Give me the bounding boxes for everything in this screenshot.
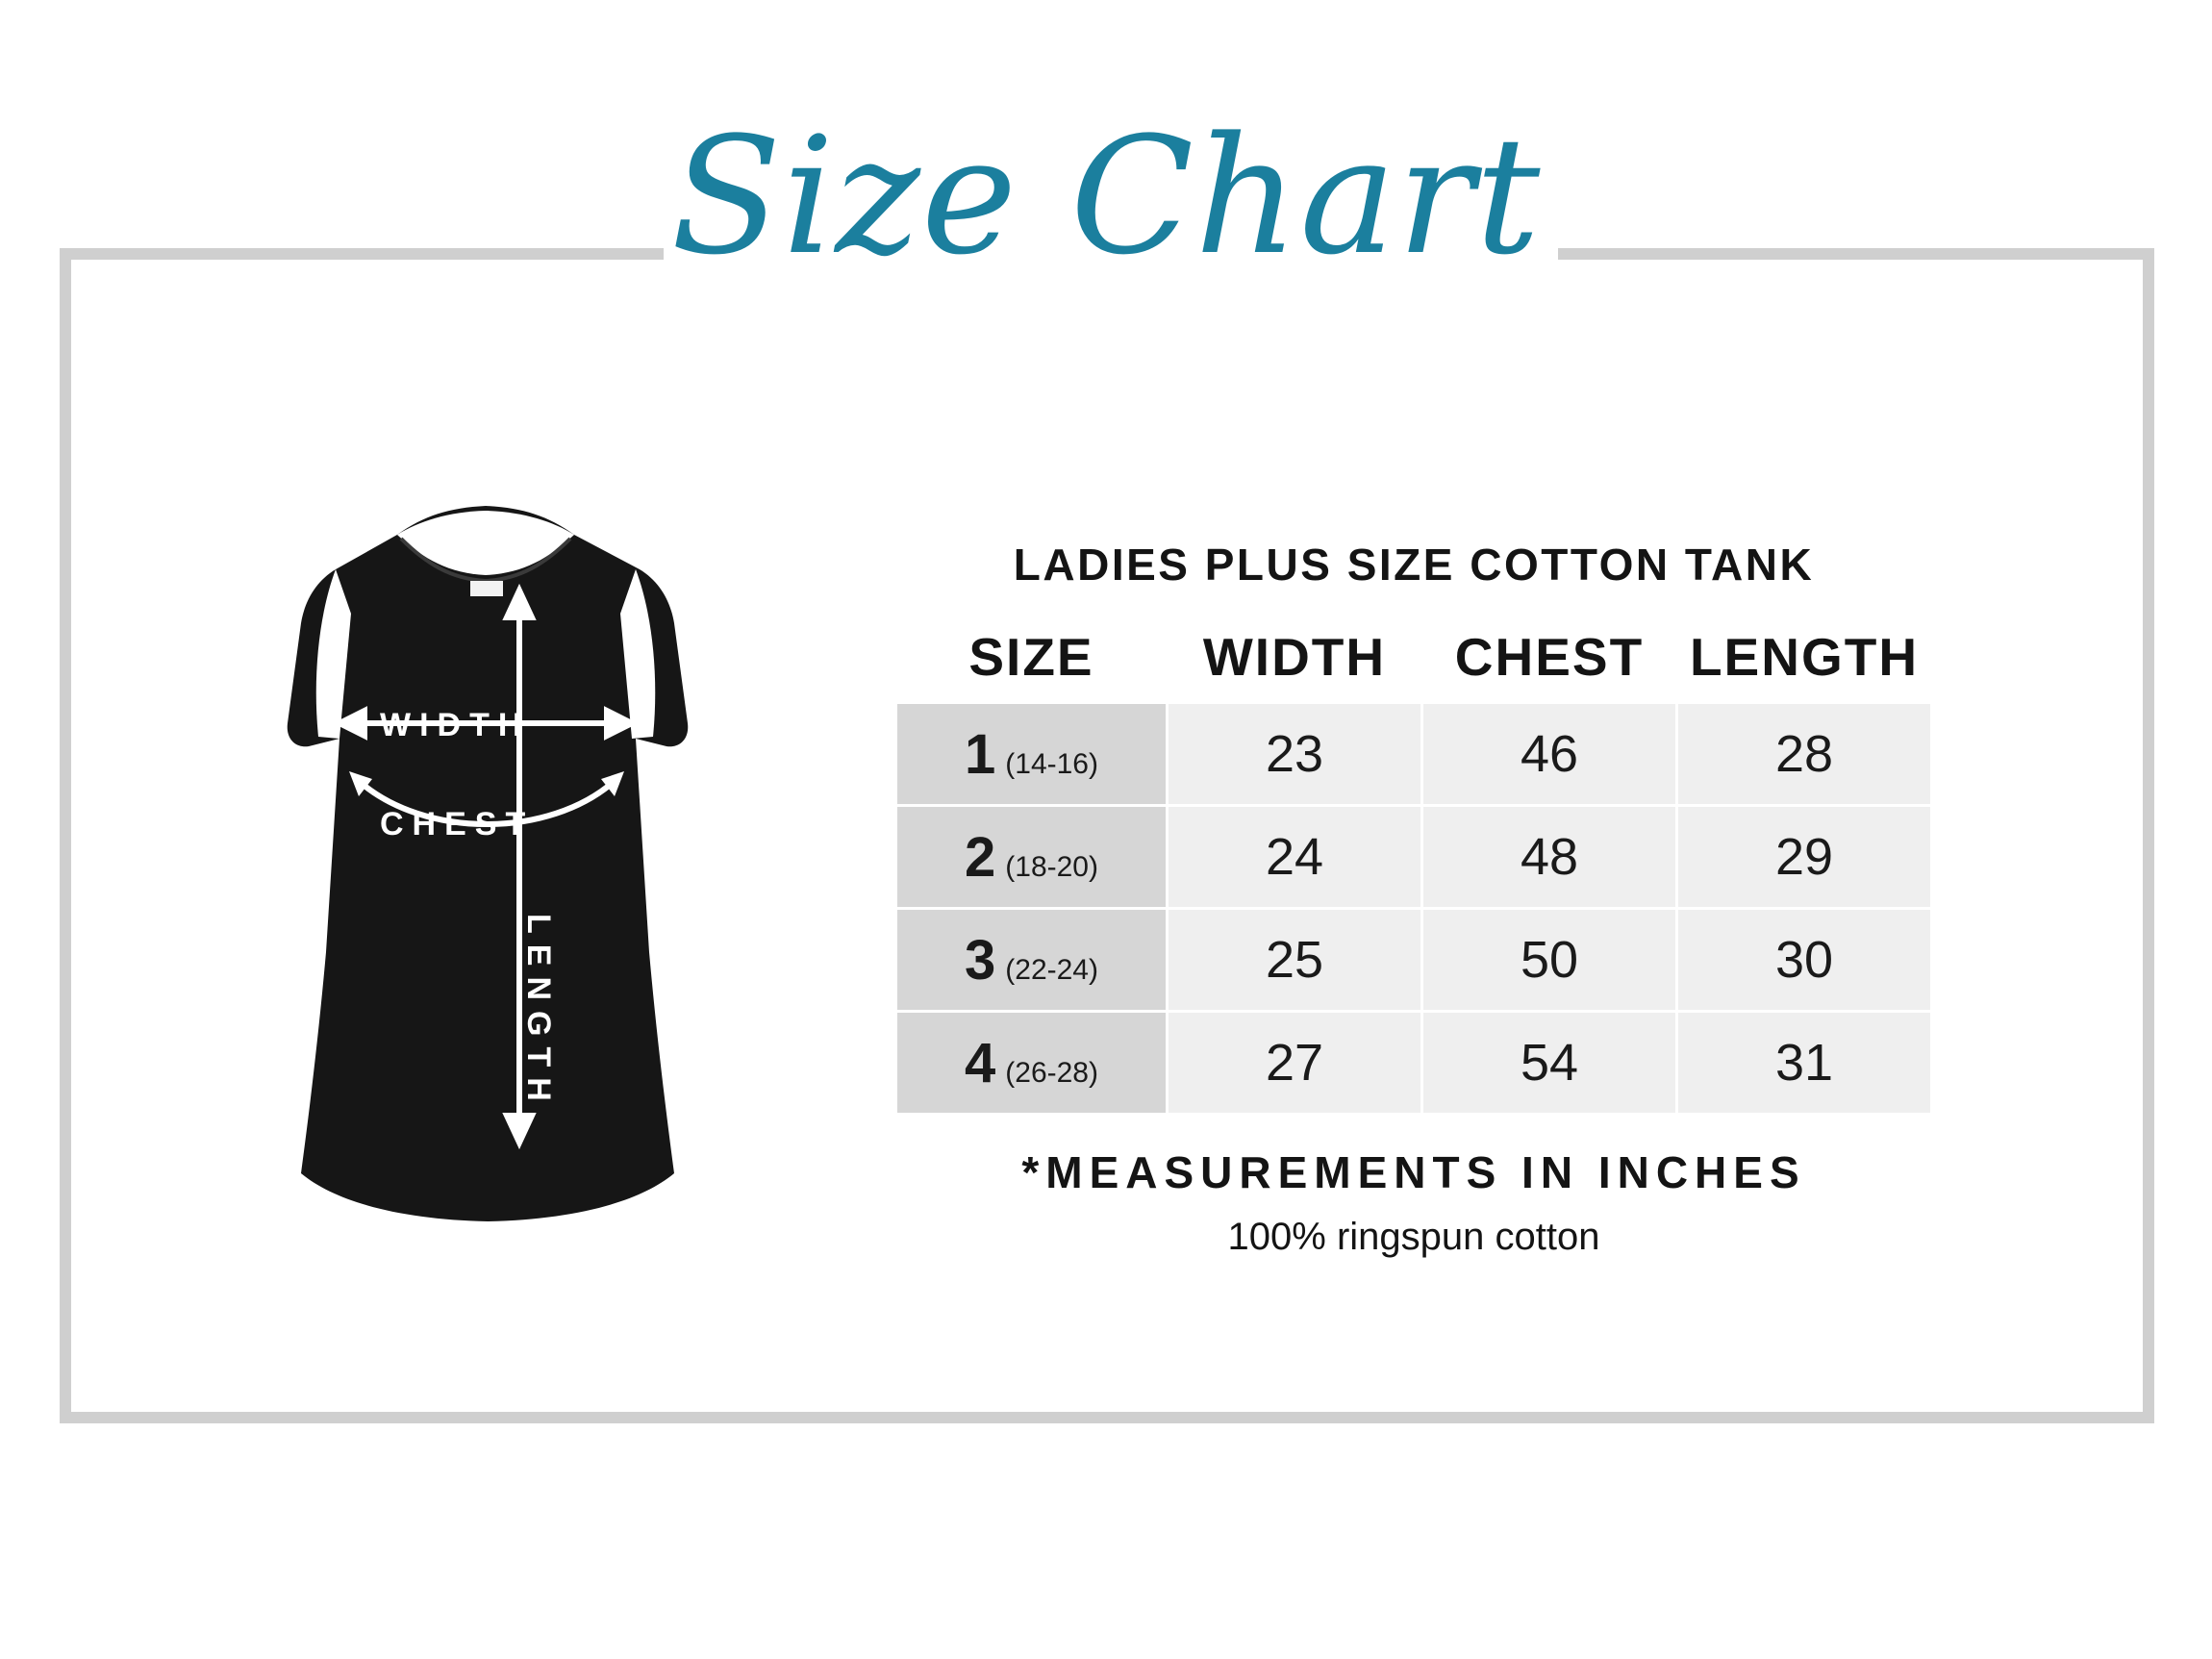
size-number: 3	[965, 928, 996, 992]
table-title: LADIES PLUS SIZE COTTON TANK	[1013, 540, 1815, 590]
column-header-size: SIZE	[968, 627, 1094, 687]
cell-size	[896, 703, 1168, 806]
page-title: Size Chart	[670, 102, 1542, 290]
column-header-width: WIDTH	[1202, 627, 1387, 687]
cell-length: 28	[1677, 703, 1932, 806]
size-chart-panel	[856, 539, 1972, 1259]
table-row	[896, 703, 1932, 806]
fabric-note: 100% ringspun cotton	[1227, 1216, 1600, 1258]
size-range: (18-20)	[1005, 850, 1098, 883]
cell-width: 23	[1168, 703, 1422, 806]
column-header-chest: CHEST	[1454, 627, 1645, 687]
cell-chest: 50	[1422, 909, 1677, 1012]
cell-chest: 54	[1422, 1012, 1677, 1115]
table-header-row	[896, 625, 1932, 703]
cell-length: 29	[1677, 806, 1932, 909]
size-number: 1	[965, 722, 996, 786]
garment-width-label: WIDTH	[380, 707, 531, 743]
garment-length-label: LENGTH	[520, 914, 557, 1112]
column-header-length: LENGTH	[1689, 627, 1920, 687]
measurements-note: *MEASUREMENTS IN INCHES	[1021, 1147, 1806, 1197]
cell-width: 25	[1168, 909, 1422, 1012]
table-row	[896, 909, 1932, 1012]
cell-size	[896, 909, 1168, 1012]
cell-length: 31	[1677, 1012, 1932, 1115]
size-table-body	[896, 703, 1932, 1115]
cell-size	[896, 1012, 1168, 1115]
table-row	[896, 1012, 1932, 1115]
size-table-header	[896, 625, 1932, 703]
tank-top-illustration	[236, 500, 736, 1289]
size-range: (26-28)	[1005, 1056, 1098, 1089]
garment-chest-label: CHEST	[380, 806, 535, 842]
cell-width: 27	[1168, 1012, 1422, 1115]
cell-chest: 46	[1422, 703, 1677, 806]
size-range: (14-16)	[1005, 747, 1098, 780]
size-range: (22-24)	[1005, 953, 1098, 986]
size-table	[894, 625, 1933, 1116]
table-row	[896, 806, 1932, 909]
cell-chest: 48	[1422, 806, 1677, 909]
size-number: 2	[965, 825, 996, 889]
cell-length: 30	[1677, 909, 1932, 1012]
cell-width: 24	[1168, 806, 1422, 909]
size-number: 4	[965, 1031, 996, 1094]
cell-size	[896, 806, 1168, 909]
